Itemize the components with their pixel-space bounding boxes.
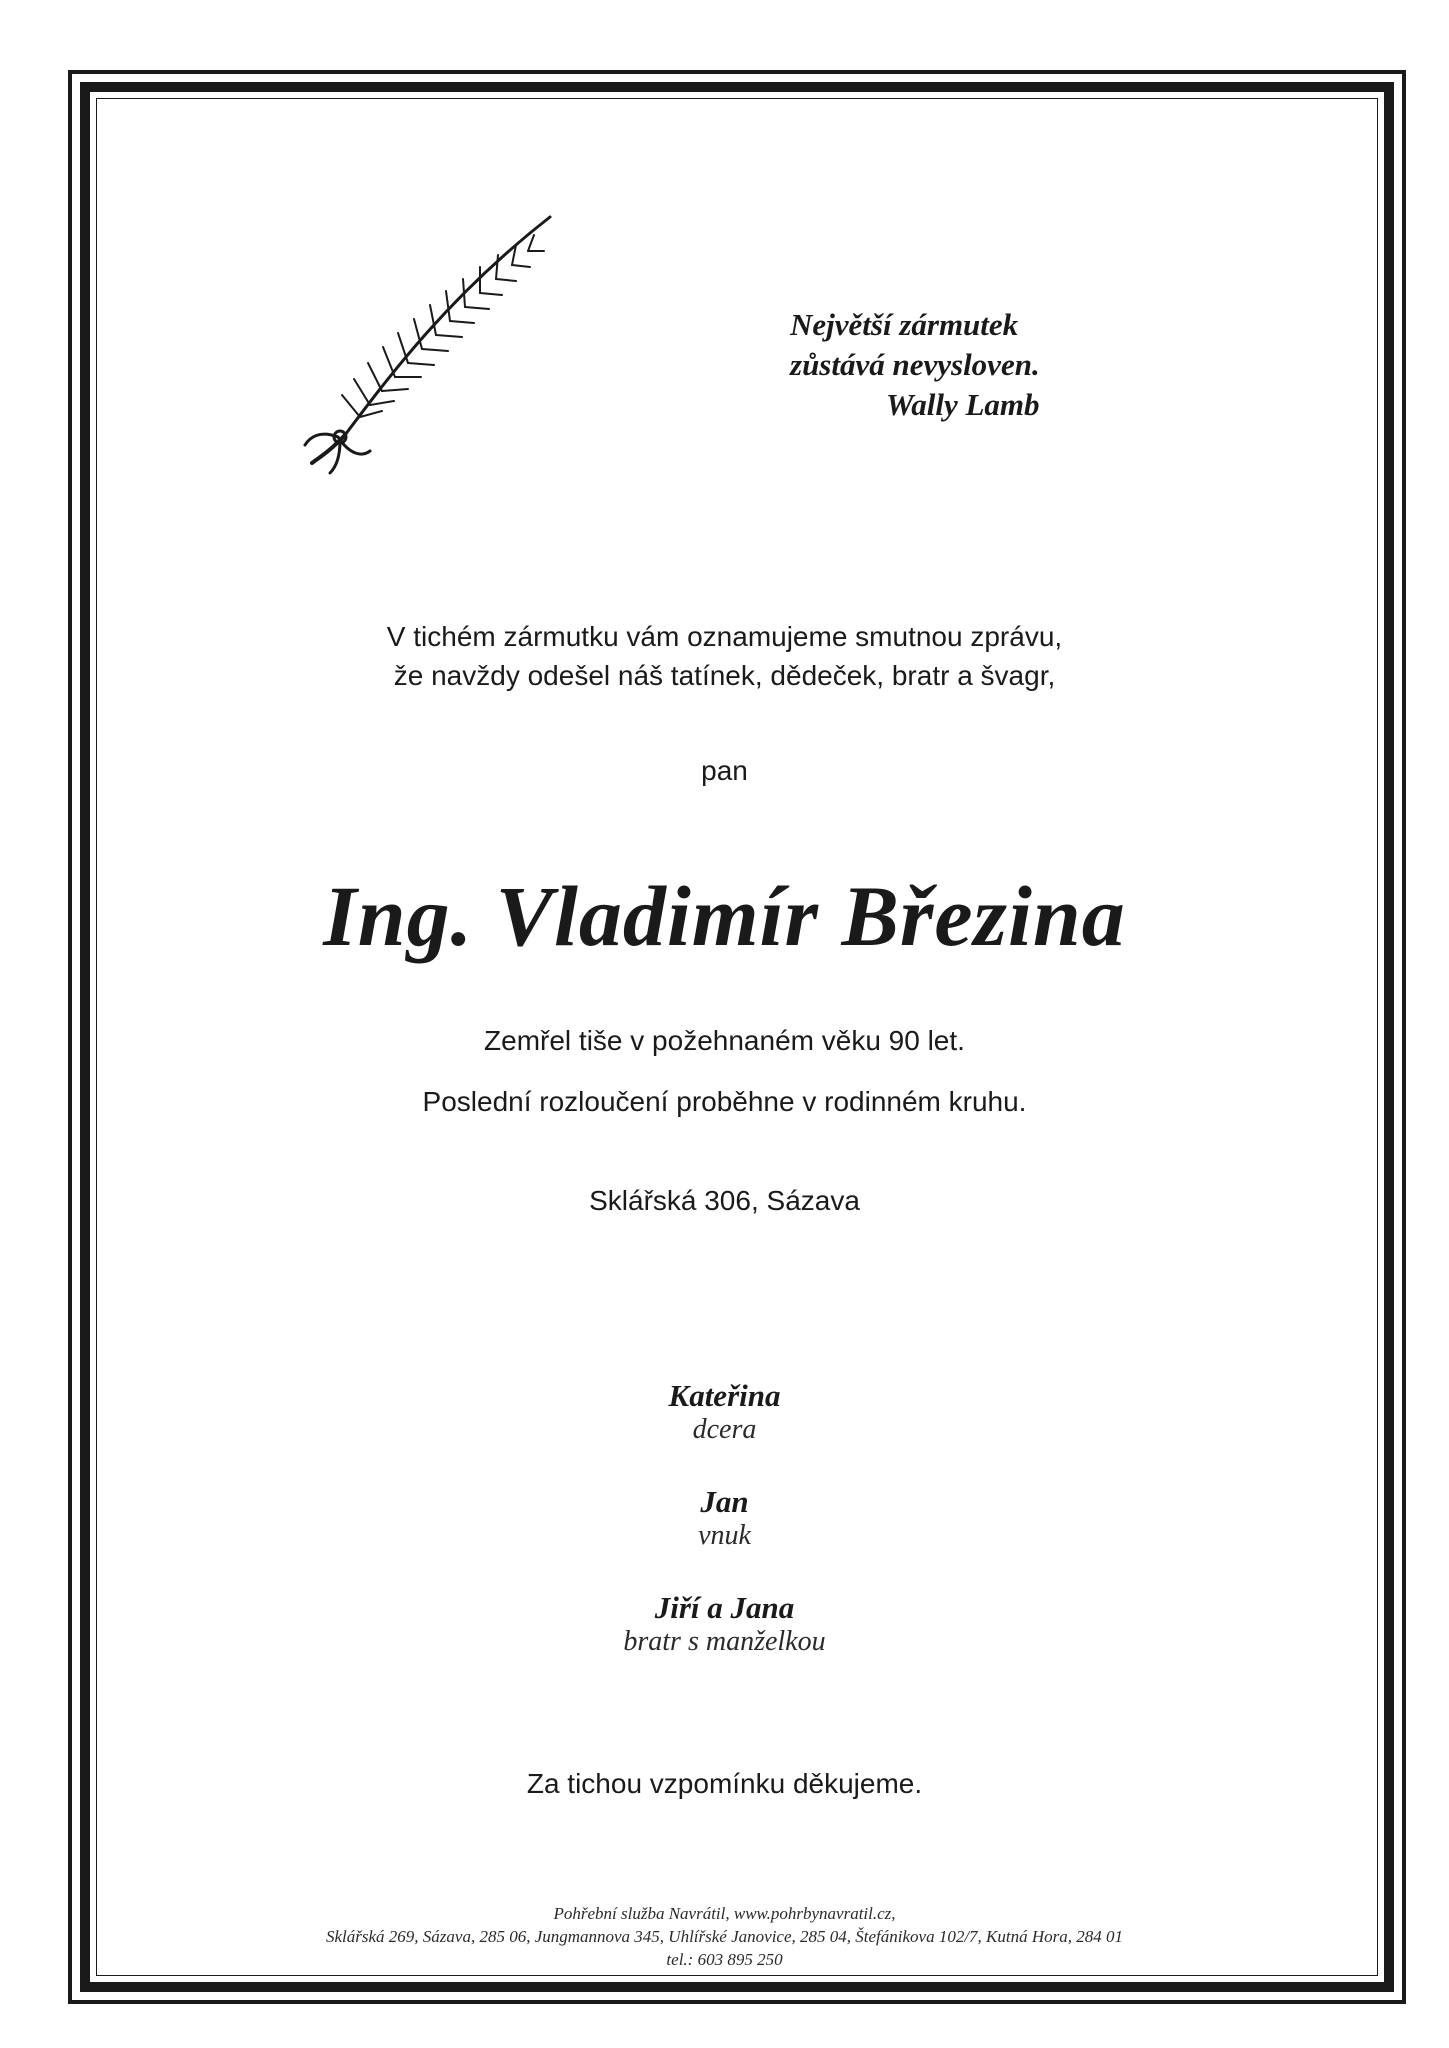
- mourner-name: Jiří a Jana: [654, 1590, 795, 1625]
- footer-line: Sklářská 269, Sázava, 285 06, Jungmannova 345, Uhlířské Janovice, 285 04, Štefánikova 102/7, Kutná Hora, 284 01: [325, 1927, 1123, 1946]
- quote-author: Wally Lamb: [886, 387, 1040, 422]
- mourner-name: Jan: [700, 1484, 749, 1519]
- mourner-relation: bratr s manželkou: [623, 1626, 826, 1657]
- announcement-text: [0, 617, 1449, 695]
- palm-branch-icon: [300, 205, 560, 475]
- mourner-relation: vnuk: [698, 1520, 751, 1551]
- mourner-relation: dcera: [692, 1414, 757, 1445]
- address: Sklářská 306, Sázava: [589, 1185, 860, 1216]
- announcement-line: že navždy odešel náš tatínek, dědeček, bratr a švagr,: [393, 660, 1056, 691]
- footer-line: Pohřební služba Navrátil, www.pohrbynavratil.cz,: [553, 1904, 896, 1923]
- deceased-name: Ing. Vladimír Březina: [323, 868, 1126, 964]
- thanks-text: Za tichou vzpomínku děkujeme.: [526, 1768, 923, 1799]
- footer-line: tel.: 603 895 250: [666, 1950, 783, 1969]
- mourner-name: Kateřina: [668, 1378, 781, 1413]
- farewell-text: Poslední rozloučení proběhne v rodinném kruhu.: [422, 1086, 1027, 1117]
- announcement-line: V tichém zármutku vám oznamujeme smutnou zprávu,: [386, 621, 1063, 652]
- quote-line: zůstává nevysloven.: [790, 347, 1040, 382]
- quote-line: Největší zármutek: [790, 307, 1019, 342]
- age-text: Zemřel tiše v požehnaném věku 90 let.: [484, 1025, 965, 1056]
- salutation: pan: [701, 755, 748, 786]
- quote-block: [790, 305, 1040, 425]
